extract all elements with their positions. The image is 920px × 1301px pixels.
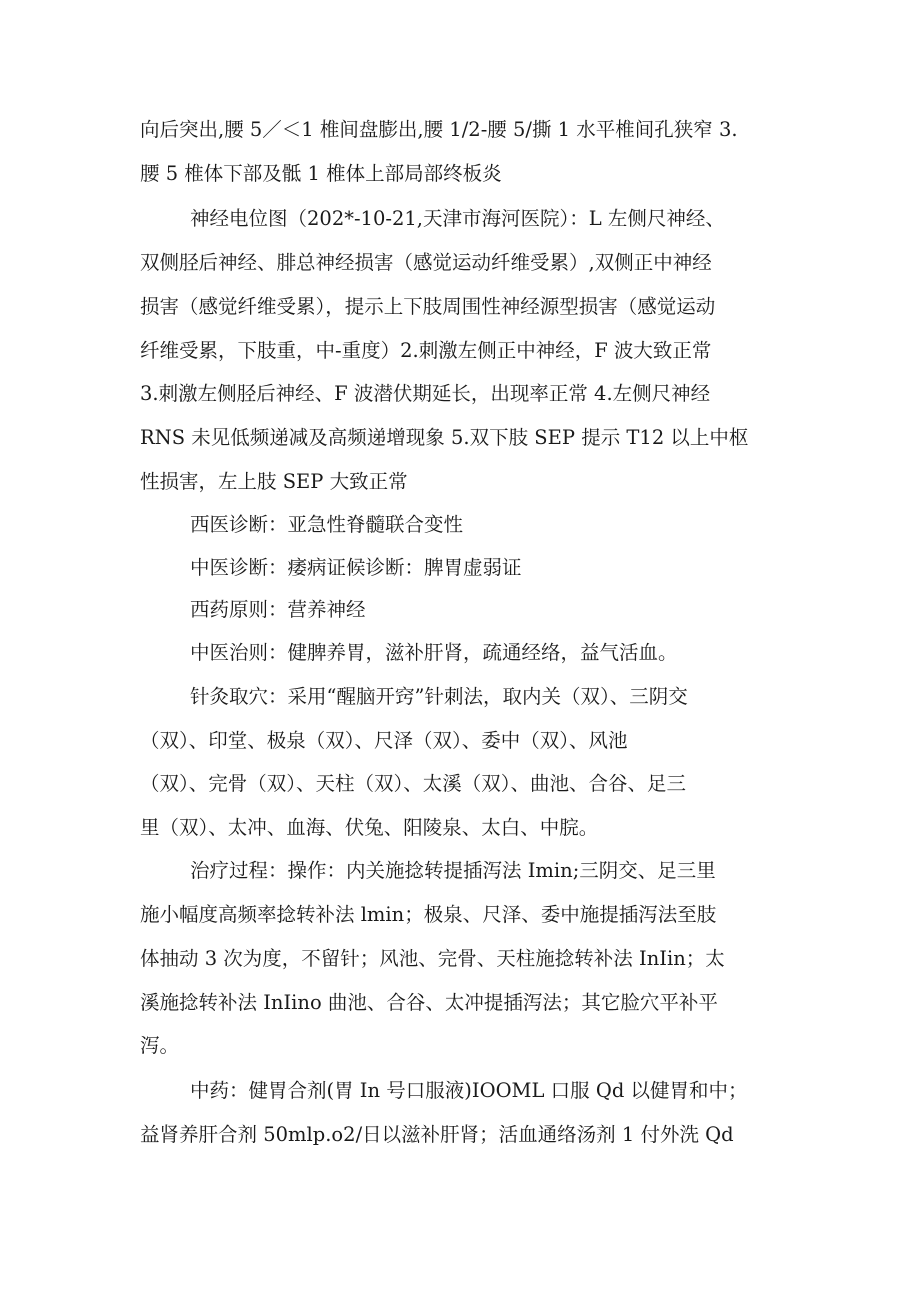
text-line: 纤维受累，下肢重，中-重度）2.刺激左侧正中神经，F 波大致正常 xyxy=(140,339,712,362)
text-line: 泻。 xyxy=(140,1034,180,1057)
text-line: 治疗过程：操作：内关施捻转提插泻法 Imin;三阴交、足三里 xyxy=(190,859,716,882)
text-line: （双）、完骨（双）、天柱（双）、太溪（双）、曲池、合谷、足三 xyxy=(140,772,687,795)
text-line: 中药：健胃合剂(胃 In 号口服液)IOOML 口服 Qd 以健胃和中； xyxy=(190,1079,748,1102)
text-line: 损害（感觉纤维受累），提示上下肢周围性神经源型损害（感觉运动 xyxy=(140,295,716,318)
text-line: 益肾养肝合剂 50mlp.o2/日以滋补肝肾；活血通络汤剂 1 付外洗 Qd xyxy=(140,1123,734,1146)
text-line: 针灸取穴：采用“醒脑开窍”针刺法，取内关（双）、三阴交 xyxy=(190,685,688,708)
text-line: 体抽动 3 次为度，不留针；风池、完骨、天柱施捻转补法 InIin；太 xyxy=(140,947,725,970)
text-line: 施小幅度高频率捻转补法 lmin；极泉、尺泽、委中施提插泻法至肢 xyxy=(140,903,717,926)
text-line: 神经电位图（202*-10-21,天津市海河医院）：L 左侧尺神经、 xyxy=(190,207,725,230)
text-line: 西药原则：营养神经 xyxy=(190,598,366,621)
text-line: 溪施捻转补法 InIino 曲池、合谷、太冲提插泻法；其它脸穴平补平 xyxy=(140,991,718,1014)
text-line: 中医诊断：痿病证候诊断：脾胃虚弱证 xyxy=(190,556,522,579)
text-line: 性损害，左上肢 SEP 大致正常 xyxy=(140,470,408,493)
text-line: （双）、印堂、极泉（双）、尺泽（双）、委中（双）、风池 xyxy=(140,729,628,752)
text-line: 3.刺激左侧胫后神经、F 波潜伏期延长，出现率正常 4.左侧尺神经 xyxy=(140,382,711,405)
text-line: 向后突出,腰 5／＜1 椎间盘膨出,腰 1/2-腰 5/撕 1 水平椎间孔狭窄 3. xyxy=(140,118,738,141)
text-line: 双侧胫后神经、腓总神经损害（感觉运动纤维受累）,双侧正中神经 xyxy=(140,251,712,274)
text-line: RNS 未见低频递减及高频递增现象 5.双下肢 SEP 提示 T12 以上中枢 xyxy=(140,426,749,449)
text-line: 里（双）、太冲、血海、伏兔、阳陵泉、太白、中脘。 xyxy=(140,816,599,839)
text-line: 腰 5 椎体下部及骶 1 椎体上部局部终板炎 xyxy=(140,162,502,185)
text-line: 中医治则：健脾养胃，滋补肝肾，疏通经络，益气活血。 xyxy=(190,641,678,664)
text-line: 西医诊断：亚急性脊髓联合变性 xyxy=(190,513,464,536)
